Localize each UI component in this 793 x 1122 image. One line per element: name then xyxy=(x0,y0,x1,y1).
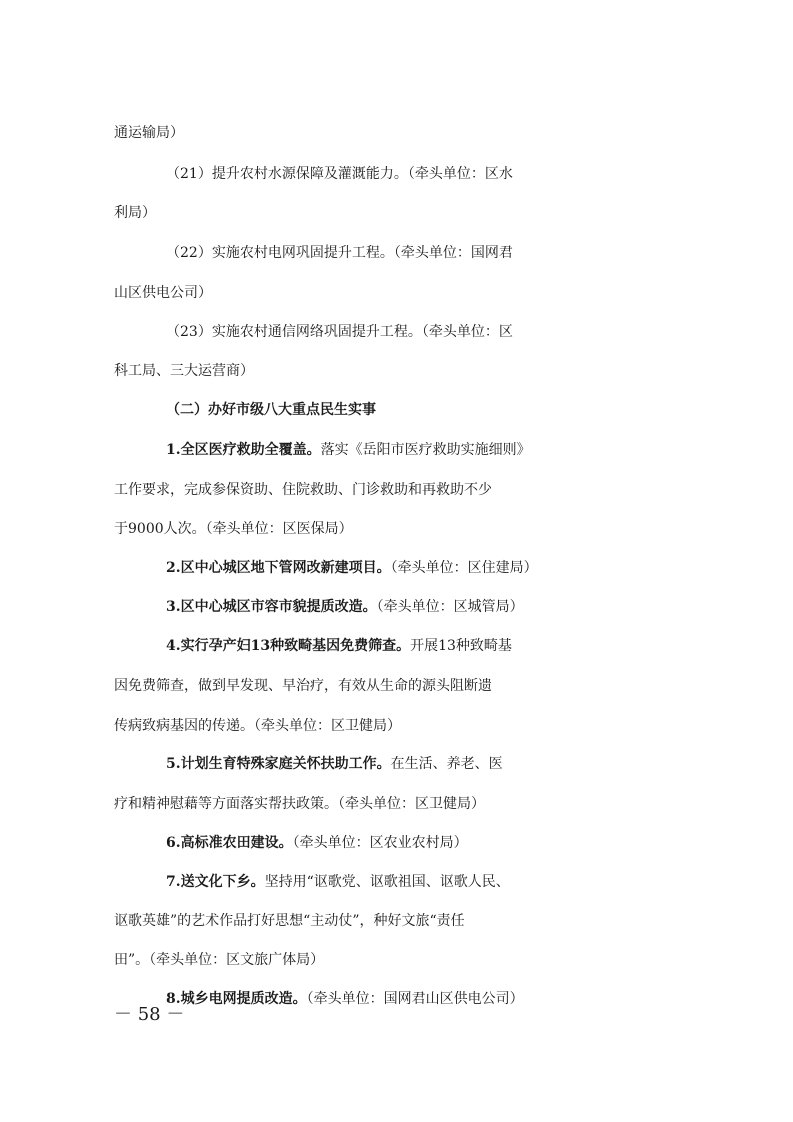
text-line: （22）实施农村电网巩固提升工程。（牵头单位：国网君 xyxy=(166,245,513,261)
list-item-heading-line: 5.计划生育特殊家庭关怀扶助工作。在生活、养老、医 xyxy=(166,756,503,772)
text-line: 山区供电公司） xyxy=(114,285,212,301)
text-line: 科工局、三大运营商） xyxy=(114,363,254,379)
item-title: 5.计划生育特殊家庭关怀扶助工作。 xyxy=(166,756,391,772)
list-item-heading-line: 8.城乡电网提质改造。（牵头单位：国网君山区供电公司） xyxy=(166,991,524,1007)
text-line: 工作要求，完成参保资助、住院救助、门诊救助和再救助不少 xyxy=(114,482,492,498)
text-line: 通运输局） xyxy=(114,125,184,141)
list-item-heading-line: 4.实行孕产妇13种致畸基因免费筛查。开展13种致畸基 xyxy=(166,638,512,654)
item-title: 4.实行孕产妇13种致畸基因免费筛查。 xyxy=(166,638,411,654)
text-line: 利局） xyxy=(114,205,156,221)
text-line: 于9000人次。（牵头单位：区医保局） xyxy=(114,521,353,537)
text-line: （23）实施农村通信网络巩固提升工程。（牵头单位：区 xyxy=(166,324,513,340)
item-title: 3.区中心城区市容市貌提质改造。 xyxy=(166,599,377,615)
text-line: 田”。（牵头单位：区文旅广体局） xyxy=(114,952,325,968)
item-title: 1.全区医疗救助全覆盖。 xyxy=(166,442,321,458)
list-item-heading-line: 2.区中心城区地下管网改新建项目。（牵头单位：区住建局） xyxy=(166,560,538,576)
list-item-heading-line: 7.送文化下乡。坚持用“讴歌党、讴歌祖国、讴歌人民、 xyxy=(166,874,510,890)
text-line: 讴歌英雄”的艺术作品打好思想“主动仗”，种好文旅“责任 xyxy=(114,913,465,929)
text-line: 传病致病基因的传递。（牵头单位：区卫健局） xyxy=(114,718,401,734)
item-title: 8.城乡电网提质改造。 xyxy=(166,991,307,1007)
list-item-heading-line: 1.全区医疗救助全覆盖。落实《岳阳市医疗救助实施细则》 xyxy=(166,442,531,458)
page-number: － 58 － xyxy=(114,1004,185,1025)
text-line: 因免费筛查，做到早发现、早治疗，有效从生命的源头阻断遗 xyxy=(114,678,492,694)
text-line: 疗和精神慰藉等方面落实帮扶政策。（牵头单位：区卫健局） xyxy=(114,796,485,812)
item-title: 6.高标准农田建设。 xyxy=(166,835,293,851)
section-heading: （二）办好市级八大重点民生实事 xyxy=(166,402,376,418)
text-line: （21）提升农村水源保障及灌溉能力。（牵头单位：区水 xyxy=(166,166,513,182)
item-title: 7.送文化下乡。 xyxy=(166,874,265,890)
list-item-heading-line: 3.区中心城区市容市貌提质改造。（牵头单位：区城管局） xyxy=(166,599,524,615)
list-item-heading-line: 6.高标准农田建设。（牵头单位：区农业农村局） xyxy=(166,835,468,851)
item-title: 2.区中心城区地下管网改新建项目。 xyxy=(166,560,391,576)
